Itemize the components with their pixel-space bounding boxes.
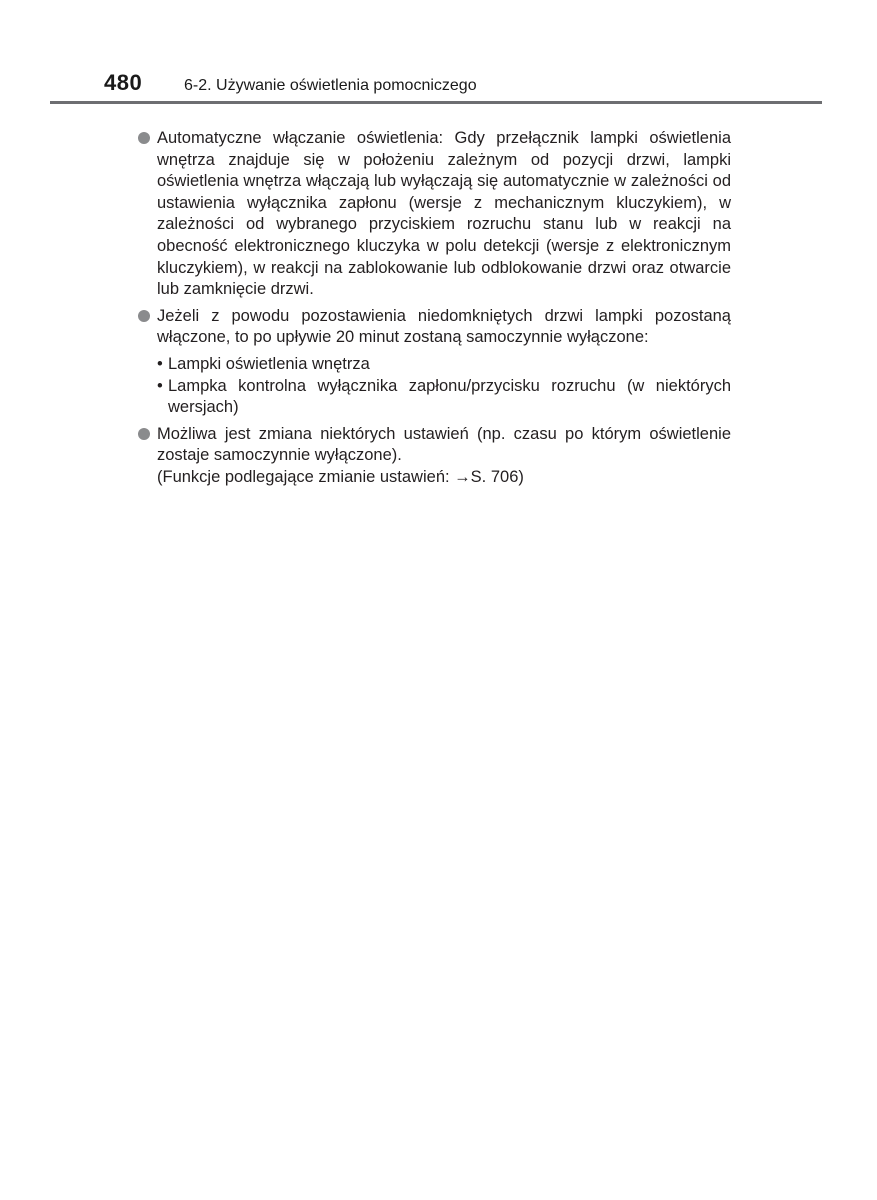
section-title: 6-2. Używanie oświetlenia pomocniczego <box>184 77 477 94</box>
dot-bullet-icon: • <box>157 376 163 395</box>
circle-bullet-icon <box>138 132 150 144</box>
sub-list-item <box>157 354 731 376</box>
page-number: 480 <box>104 70 143 95</box>
bullet-item-door-timeout <box>138 306 731 419</box>
page-content <box>138 128 731 494</box>
sub-list-item-text: Lampka kontrolna wyłącznika zapłonu/przycisku rozruchu (w niektórych wersjach) <box>168 376 731 417</box>
bullet-text: Automatyczne włączanie oświetlenia: Gdy przełącznik lampki oświetlenia wnętrza znajduje się w położeniu zależnym od pozycji drzwi, lampki oświetlenia wnętrza włączają lub wyłączają się automatycznie w zależności od ustawienia wyłącznika zapłonu (wersje z mechanicznym kluczykiem), w zależności od wybranego przyciskiem rozruchu stanu lub w reakcji na obecność elektronicznego kluczyka w polu detekcji (wersje z elektronicznym kluczykiem), w reakcji na zablokowanie lub odblokowanie drzwi oraz otwarcie lub zamknięcie drzwi. <box>157 129 731 299</box>
circle-bullet-icon <box>138 310 150 322</box>
sub-list-item-text: Lampki oświetlenia wnętrza <box>168 354 370 373</box>
sub-list <box>157 354 731 419</box>
page-header <box>0 0 877 104</box>
cross-reference-note: (Funkcje podlegające zmianie ustawień: →S. 706) <box>157 467 524 486</box>
dot-bullet-icon: • <box>157 354 163 373</box>
bullet-item-auto-lighting <box>138 128 731 301</box>
circle-bullet-icon <box>138 428 150 440</box>
bullet-item-customization <box>138 424 731 489</box>
header-divider <box>50 101 822 104</box>
sub-list-item <box>157 376 731 419</box>
bullet-text: Jeżeli z powodu pozostawienia niedomkniętych drzwi lampki pozostaną włączone, to po upływie 20 minut zostaną samoczynnie wyłączone: <box>157 306 731 347</box>
bullet-text: Możliwa jest zmiana niektórych ustawień (np. czasu po którym oświetlenie zostaje samoczynnie wyłączone). <box>157 424 731 465</box>
